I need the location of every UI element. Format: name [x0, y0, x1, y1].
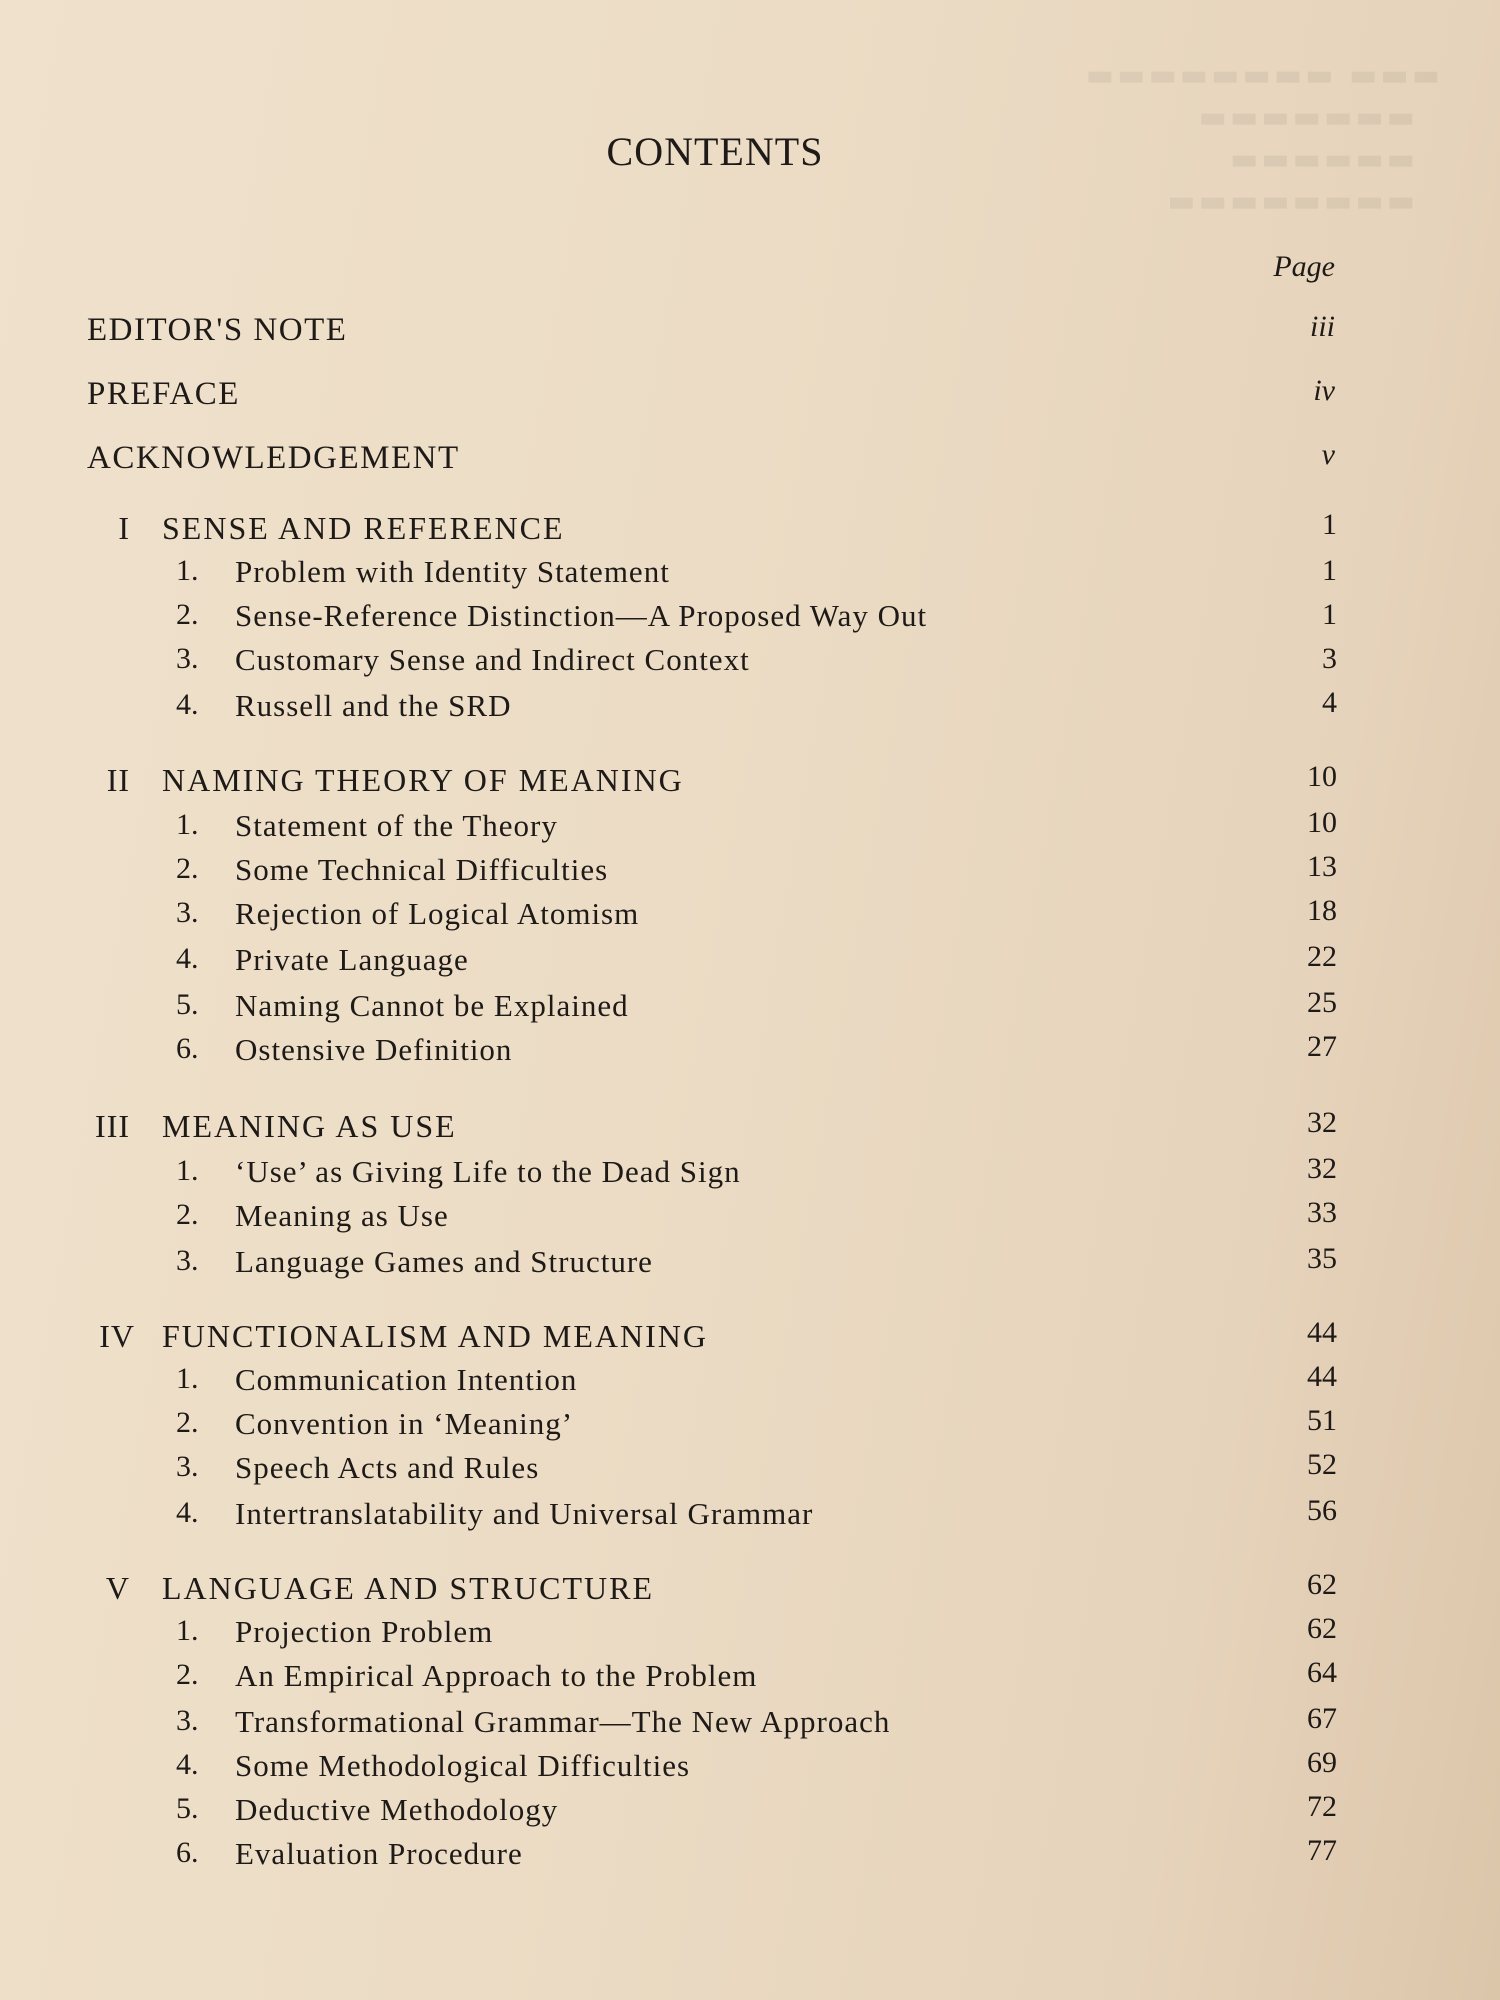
chapter-title: NAMING THEORY OF MEANING: [162, 762, 684, 798]
chapter-title: LANGUAGE AND STRUCTURE: [162, 1570, 654, 1606]
section-number: 3.: [176, 1450, 199, 1483]
front-matter-title: PREFACE: [87, 376, 240, 412]
show-through-text: ▬▬▬ ▬▬▬▬▬▬▬▬ ▬▬▬▬▬▬▬ ▬▬▬▬▬▬ ▬▬▬▬▬▬▬▬: [1082, 58, 1440, 219]
chapter-numeral: IV: [99, 1318, 135, 1354]
section-number: 2.: [176, 1198, 199, 1231]
section-title: Some Methodological Difficulties: [235, 1748, 691, 1783]
section-number: 4.: [176, 1748, 199, 1781]
section-number: 1.: [176, 1362, 199, 1395]
section-number: 4.: [176, 1496, 199, 1529]
section-number: 1.: [176, 1154, 199, 1187]
section-title: Some Technical Difficulties: [235, 852, 609, 887]
section-page: 52: [1307, 1448, 1337, 1481]
section-title: Private Language: [235, 942, 469, 977]
chapter-page: 44: [1307, 1316, 1337, 1349]
section-title: An Empirical Approach to the Problem: [235, 1658, 758, 1693]
front-matter-title: ACKNOWLEDGEMENT: [87, 440, 460, 476]
front-matter-page: v: [1321, 438, 1335, 471]
section-number: 3.: [176, 1244, 199, 1277]
section-title: Meaning as Use: [235, 1198, 449, 1233]
section-page: 22: [1307, 940, 1337, 973]
section-number: 5.: [176, 1792, 199, 1825]
section-title: Language Games and Structure: [235, 1244, 653, 1279]
section-title: Customary Sense and Indirect Context: [235, 642, 750, 677]
section-title: Problem with Identity Statement: [235, 554, 670, 589]
section-page: 25: [1307, 986, 1337, 1019]
page-column-label: Page: [1273, 250, 1335, 283]
section-number: 4.: [176, 942, 199, 975]
section-page: 35: [1307, 1242, 1337, 1275]
chapter-numeral: III: [95, 1108, 130, 1144]
section-page: 33: [1307, 1196, 1337, 1229]
chapter-page: 32: [1307, 1106, 1337, 1139]
section-title: Transformational Grammar—The New Approach: [235, 1704, 891, 1739]
section-number: 6.: [176, 1836, 199, 1869]
section-number: 2.: [176, 852, 199, 885]
section-page: 77: [1307, 1834, 1337, 1867]
chapter-numeral: I: [118, 510, 130, 546]
chapter-page: 10: [1307, 760, 1337, 793]
chapter-page: 1: [1322, 508, 1337, 541]
front-matter-title: EDITOR'S NOTE: [87, 312, 348, 348]
section-page: 18: [1307, 894, 1337, 927]
section-page: 62: [1307, 1612, 1337, 1645]
section-page: 56: [1307, 1494, 1337, 1527]
chapter-title: SENSE AND REFERENCE: [162, 510, 565, 546]
section-page: 1: [1322, 598, 1337, 631]
section-title: Convention in ‘Meaning’: [235, 1406, 574, 1441]
section-number: 4.: [176, 688, 199, 721]
section-number: 2.: [176, 1406, 199, 1439]
section-page: 67: [1307, 1702, 1337, 1735]
section-title: Communication Intention: [235, 1362, 578, 1397]
section-page: 64: [1307, 1656, 1337, 1689]
section-page: 1: [1322, 554, 1337, 587]
section-number: 1.: [176, 554, 199, 587]
section-page: 32: [1307, 1152, 1337, 1185]
section-page: 10: [1307, 806, 1337, 839]
section-title: Sense-Reference Distinction—A Proposed Way Out: [235, 598, 928, 633]
chapter-numeral: II: [106, 762, 130, 798]
section-number: 2.: [176, 1658, 199, 1691]
section-number: 3.: [176, 896, 199, 929]
section-title: Naming Cannot be Explained: [235, 988, 629, 1023]
section-number: 2.: [176, 598, 199, 631]
front-matter-page: iv: [1313, 374, 1335, 407]
section-number: 1.: [176, 1614, 199, 1647]
section-page: 51: [1307, 1404, 1337, 1437]
chapter-numeral: V: [105, 1570, 130, 1606]
section-number: 3.: [176, 642, 199, 675]
section-page: 4: [1322, 686, 1337, 719]
chapter-title: FUNCTIONALISM AND MEANING: [162, 1318, 708, 1354]
section-page: 69: [1307, 1746, 1337, 1779]
section-number: 6.: [176, 1032, 199, 1065]
section-title: Russell and the SRD: [235, 688, 512, 723]
section-page: 44: [1307, 1360, 1337, 1393]
section-title: Projection Problem: [235, 1614, 494, 1649]
section-page: 13: [1307, 850, 1337, 883]
section-page: 27: [1307, 1030, 1337, 1063]
section-title: ‘Use’ as Giving Life to the Dead Sign: [235, 1154, 741, 1189]
section-title: Speech Acts and Rules: [235, 1450, 540, 1485]
section-title: Intertranslatability and Universal Grammar: [235, 1496, 814, 1531]
section-number: 3.: [176, 1704, 199, 1737]
section-page: 3: [1322, 642, 1337, 675]
chapter-title: MEANING AS USE: [162, 1108, 457, 1144]
chapter-page: 62: [1307, 1568, 1337, 1601]
front-matter-page: iii: [1309, 310, 1335, 343]
section-title: Rejection of Logical Atomism: [235, 896, 640, 931]
section-title: Statement of the Theory: [235, 808, 558, 843]
section-number: 1.: [176, 808, 199, 841]
section-title: Deductive Methodology: [235, 1792, 559, 1827]
section-title: Ostensive Definition: [235, 1032, 513, 1067]
section-number: 5.: [176, 988, 199, 1021]
page-title: CONTENTS: [606, 129, 824, 174]
section-page: 72: [1307, 1790, 1337, 1823]
section-title: Evaluation Procedure: [235, 1836, 523, 1871]
